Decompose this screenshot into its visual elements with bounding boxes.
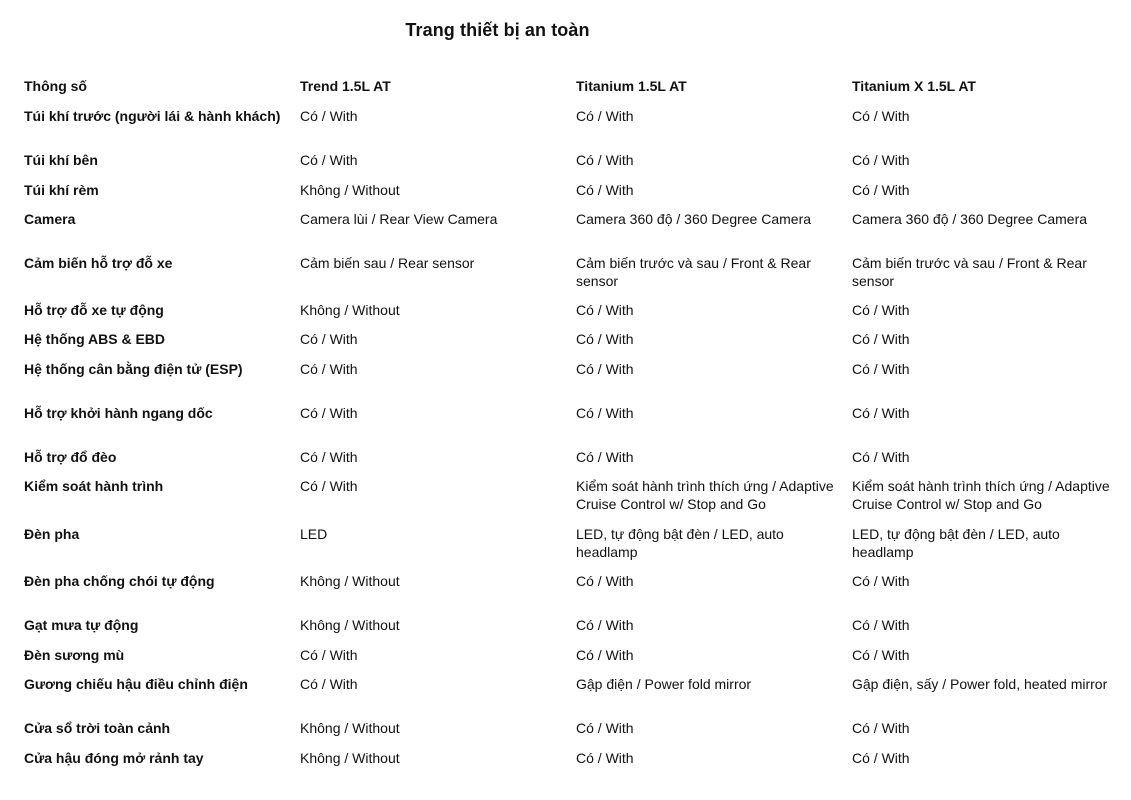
spec-name: Hệ thống ABS & EBD	[24, 331, 166, 347]
table-row	[24, 718, 1128, 748]
trend-value: Có / With	[300, 331, 358, 347]
titanium-value: Có / With	[576, 361, 634, 377]
trend-value: Không / Without	[300, 573, 400, 589]
titanium-x-value: Gập điện, sấy / Power fold, heated mirror	[852, 676, 1108, 692]
titanium-x-value: Có / With	[852, 647, 910, 663]
trend-value: Có / With	[300, 478, 358, 494]
titanium-x-value: Có / With	[852, 331, 910, 347]
titanium-value: LED, tự động bật đèn / LED, auto headlamp	[576, 526, 784, 560]
titanium-value: Có / With	[576, 617, 634, 633]
header-cell-titanium-x: Titanium X 1.5L AT	[852, 78, 976, 94]
titanium-x-value: Kiểm soát hành trình thích ứng / Adaptive Cruise Control w/ Stop and Go	[852, 478, 1110, 512]
titanium-x-value: Có / With	[852, 449, 910, 465]
trend-value: Có / With	[300, 152, 358, 168]
titanium-x-value: Cảm biến trước và sau / Front & Rear sensor	[852, 255, 1087, 289]
titanium-value: Có / With	[576, 647, 634, 663]
table-row	[24, 476, 1128, 524]
titanium-x-value: Có / With	[852, 182, 910, 198]
titanium-value: Có / With	[576, 182, 634, 198]
titanium-x-value: Có / With	[852, 152, 910, 168]
table-row	[24, 447, 1128, 476]
table-row	[24, 209, 1128, 253]
titanium-value: Camera 360 độ / 360 Degree Camera	[576, 211, 812, 227]
spec-name: Kiểm soát hành trình	[24, 478, 164, 494]
titanium-x-value: Có / With	[852, 573, 910, 589]
table-row	[24, 403, 1128, 447]
header-row	[24, 76, 1128, 106]
table-row	[24, 106, 1128, 150]
trend-value: Có / With	[300, 405, 358, 421]
header-cell-spec: Thông số	[24, 78, 87, 94]
table-row	[24, 300, 1128, 329]
table-row	[24, 748, 1128, 778]
titanium-x-value: Có / With	[852, 750, 910, 766]
spec-name: Đèn pha	[24, 526, 80, 542]
spec-name: Gương chiếu hậu điều chỉnh điện	[24, 676, 248, 692]
table-row	[24, 359, 1128, 403]
trend-value: Không / Without	[300, 720, 400, 736]
trend-value: Có / With	[300, 108, 358, 124]
spec-name: Hỗ trợ khởi hành ngang dốc	[24, 405, 213, 421]
titanium-value: Có / With	[576, 449, 634, 465]
spec-name: Đèn sương mù	[24, 647, 125, 663]
titanium-value: Có / With	[576, 108, 634, 124]
spec-name: Cửa hậu đóng mở rảnh tay	[24, 750, 204, 766]
header-cell-titanium: Titanium 1.5L AT	[576, 78, 687, 94]
trend-value: Camera lùi / Rear View Camera	[300, 211, 498, 227]
spec-name: Hỗ trợ đổ đèo	[24, 449, 117, 465]
spec-name: Hệ thống cân bằng điện tử (ESP)	[24, 361, 243, 377]
titanium-x-value: Có / With	[852, 108, 910, 124]
spec-table	[24, 76, 1128, 778]
header-cell-trend: Trend 1.5L AT	[300, 78, 391, 94]
spec-name: Đèn pha chống chói tự động	[24, 573, 215, 589]
table-row	[24, 180, 1128, 209]
titanium-value: Gập điện / Power fold mirror	[576, 676, 752, 692]
trend-value: Không / Without	[300, 302, 400, 318]
titanium-value: Có / With	[576, 331, 634, 347]
spec-name: Cảm biến hỗ trợ đỗ xe	[24, 255, 173, 271]
spec-name: Túi khí trước (người lái & hành khách)	[24, 108, 281, 124]
table-row	[24, 329, 1128, 359]
table-row	[24, 571, 1128, 615]
spec-name: Cửa sổ trời toàn cảnh	[24, 720, 171, 736]
spec-name: Hỗ trợ đỗ xe tự động	[24, 302, 164, 318]
titanium-x-value: Có / With	[852, 302, 910, 318]
trend-value: Có / With	[300, 676, 358, 692]
trend-value: Có / With	[300, 449, 358, 465]
titanium-x-value: LED, tự động bật đèn / LED, auto headlamp	[852, 526, 1060, 560]
titanium-x-value: Có / With	[852, 405, 910, 421]
titanium-value: Có / With	[576, 405, 634, 421]
trend-value: Không / Without	[300, 617, 400, 633]
table-row	[24, 674, 1128, 718]
table-row	[24, 253, 1128, 300]
table-row	[24, 524, 1128, 571]
titanium-value: Có / With	[576, 152, 634, 168]
trend-value: Có / With	[300, 361, 358, 377]
titanium-x-value: Có / With	[852, 361, 910, 377]
titanium-value: Cảm biến trước và sau / Front & Rear sensor	[576, 255, 811, 289]
table-row	[24, 615, 1128, 645]
titanium-value: Kiểm soát hành trình thích ứng / Adaptive Cruise Control w/ Stop and Go	[576, 478, 834, 512]
titanium-value: Có / With	[576, 573, 634, 589]
titanium-value: Có / With	[576, 750, 634, 766]
spec-name: Túi khí bên	[24, 152, 98, 168]
titanium-value: Có / With	[576, 302, 634, 318]
trend-value: LED	[300, 526, 328, 542]
page-title: Trang thiết bị an toàn	[405, 20, 590, 40]
titanium-x-value: Có / With	[852, 617, 910, 633]
spec-name: Camera	[24, 211, 76, 227]
titanium-value: Có / With	[576, 720, 634, 736]
titanium-x-value: Có / With	[852, 720, 910, 736]
spec-name: Gạt mưa tự động	[24, 617, 139, 633]
table-row	[24, 645, 1128, 674]
titanium-x-value: Camera 360 độ / 360 Degree Camera	[852, 211, 1088, 227]
trend-value: Cảm biến sau / Rear sensor	[300, 255, 475, 271]
spec-name: Túi khí rèm	[24, 182, 99, 198]
trend-value: Không / Without	[300, 750, 400, 766]
trend-value: Có / With	[300, 647, 358, 663]
trend-value: Không / Without	[300, 182, 400, 198]
table-row	[24, 150, 1128, 180]
spec-table-body	[24, 106, 1128, 778]
